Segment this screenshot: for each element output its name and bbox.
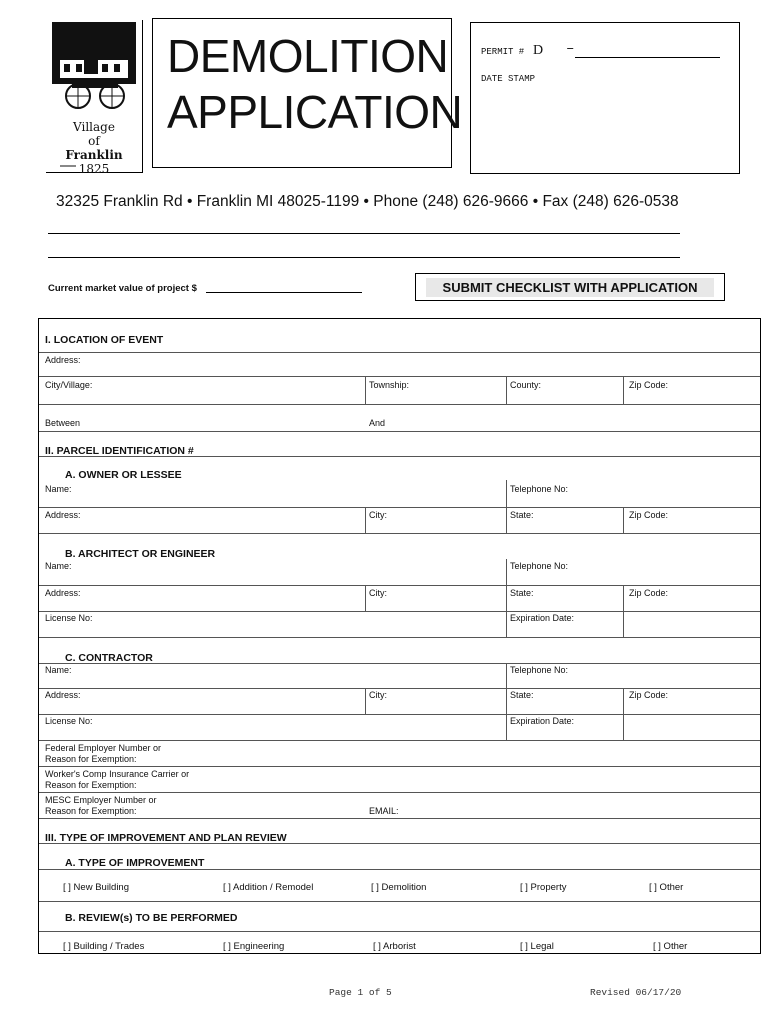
- office-address: 32325 Franklin Rd • Franklin MI 48025-1199 • Phone (248) 626-9666 • Fax (248) 626-0538: [56, 193, 679, 210]
- location-zip-label: Zip Code:: [629, 380, 669, 390]
- architect-telephone-label: Telephone No:: [510, 561, 569, 571]
- architect-name-label: Name:: [45, 561, 72, 571]
- owner-state-label: State:: [510, 510, 534, 520]
- checklist-notice: [415, 273, 725, 301]
- divider: [48, 257, 680, 258]
- contractor-heading: C. CONTRACTOR: [65, 652, 153, 664]
- title-line-2: APPLICATION: [167, 86, 463, 138]
- mesc-label: MESC Employer Number or: [45, 795, 157, 805]
- type-option-property[interactable]: [ ] Property: [520, 882, 567, 893]
- location-and-label: And: [369, 418, 386, 428]
- owner-name-label: Name:: [45, 484, 72, 494]
- architect-heading: B. ARCHITECT OR ENGINEER: [65, 548, 216, 560]
- logo-village: Village: [73, 120, 115, 134]
- email-label: EMAIL:: [369, 806, 399, 816]
- permit-dash: –: [566, 41, 575, 57]
- type-option-new-building[interactable]: [ ] New Building: [63, 882, 130, 893]
- permit-label: PERMIT #: [481, 47, 525, 57]
- logo-franklin: Franklin: [65, 148, 123, 162]
- revision-date: Revised 06/17/20: [590, 987, 682, 998]
- owner-telephone-label: Telephone No:: [510, 484, 569, 494]
- architect-name-row[interactable]: [39, 533, 760, 586]
- type-option-other[interactable]: [ ] Other: [649, 882, 684, 893]
- architect-license-label: License No:: [45, 613, 93, 623]
- workers-comp-exemption-label: Reason for Exemption:: [45, 780, 137, 790]
- location-between-label: Between: [45, 418, 81, 428]
- type-option-demolition[interactable]: [ ] Demolition: [371, 882, 427, 893]
- permit-box: [470, 22, 740, 174]
- application-form: [38, 318, 761, 954]
- architect-license-row[interactable]: [39, 611, 760, 638]
- type-option-addition[interactable]: [ ] Addition / Remodel: [223, 882, 314, 893]
- contractor-name-label: Name:: [45, 665, 72, 675]
- page-number: Page 1 of 5: [329, 987, 392, 998]
- location-township-label: Township:: [369, 380, 410, 390]
- owner-name-row[interactable]: [39, 456, 760, 508]
- review-option-legal[interactable]: [ ] Legal: [520, 941, 554, 952]
- contractor-city-label: City:: [369, 690, 387, 700]
- contractor-license-row[interactable]: [39, 714, 760, 741]
- location-address-row[interactable]: [39, 352, 760, 377]
- review-option-other[interactable]: [ ] Other: [653, 941, 688, 952]
- architect-state-label: State:: [510, 588, 534, 598]
- type-of-improvement-heading: A. TYPE OF IMPROVEMENT: [65, 857, 205, 869]
- location-county-label: County:: [510, 380, 542, 390]
- contractor-license-label: License No:: [45, 716, 93, 726]
- federal-label: Federal Employer Number or: [45, 743, 162, 753]
- logo-year: 1825: [78, 162, 110, 176]
- review-heading: B. REVIEW(s) TO BE PERFORMED: [65, 912, 238, 924]
- contractor-zip-label: Zip Code:: [629, 690, 669, 700]
- mesc-exemption-label: Reason for Exemption:: [45, 806, 137, 816]
- location-city-label: City/Village:: [45, 380, 93, 390]
- section-2-heading: II. PARCEL IDENTIFICATION #: [45, 445, 194, 457]
- checklist-label: SUBMIT CHECKLIST WITH APPLICATION: [426, 278, 714, 297]
- title-box: [152, 18, 463, 168]
- architect-zip-label: Zip Code:: [629, 588, 669, 598]
- date-stamp-label: DATE STAMP: [481, 74, 536, 84]
- contractor-state-label: State:: [510, 690, 534, 700]
- contractor-gap-row: [39, 637, 760, 664]
- village-logo: [46, 20, 143, 176]
- contractor-telephone-label: Telephone No:: [510, 665, 569, 675]
- section-1-heading: I. LOCATION OF EVENT: [45, 334, 164, 346]
- title-line-1: DEMOLITION: [167, 30, 449, 82]
- contractor-name-row[interactable]: [39, 663, 760, 689]
- architect-expiration-label: Expiration Date:: [510, 613, 575, 623]
- owner-city-label: City:: [369, 510, 387, 520]
- location-between-row[interactable]: [39, 404, 760, 432]
- logo-of: of: [88, 134, 100, 148]
- location-address-label: Address:: [45, 355, 81, 365]
- workers-comp-label: Worker's Comp Insurance Carrier or: [45, 769, 190, 779]
- permit-prefix: D: [533, 43, 544, 58]
- review-option-engineering[interactable]: [ ] Engineering: [223, 941, 285, 952]
- section-3-heading: III. TYPE OF IMPROVEMENT AND PLAN REVIEW: [45, 832, 287, 844]
- owner-zip-label: Zip Code:: [629, 510, 669, 520]
- permit-number-field[interactable]: [575, 57, 720, 58]
- contractor-address-label: Address:: [45, 690, 81, 700]
- owner-heading: A. OWNER OR LESSEE: [65, 469, 182, 481]
- review-option-arborist[interactable]: [ ] Arborist: [373, 941, 416, 952]
- divider: [48, 233, 680, 234]
- architect-city-label: City:: [369, 588, 387, 598]
- market-value-field[interactable]: [206, 292, 362, 293]
- architect-address-label: Address:: [45, 588, 81, 598]
- review-option-building[interactable]: [ ] Building / Trades: [63, 941, 145, 952]
- contractor-expiration-label: Expiration Date:: [510, 716, 575, 726]
- federal-exemption-label: Reason for Exemption:: [45, 754, 137, 764]
- market-value-label: Current market value of project $: [48, 283, 197, 294]
- owner-address-label: Address:: [45, 510, 81, 520]
